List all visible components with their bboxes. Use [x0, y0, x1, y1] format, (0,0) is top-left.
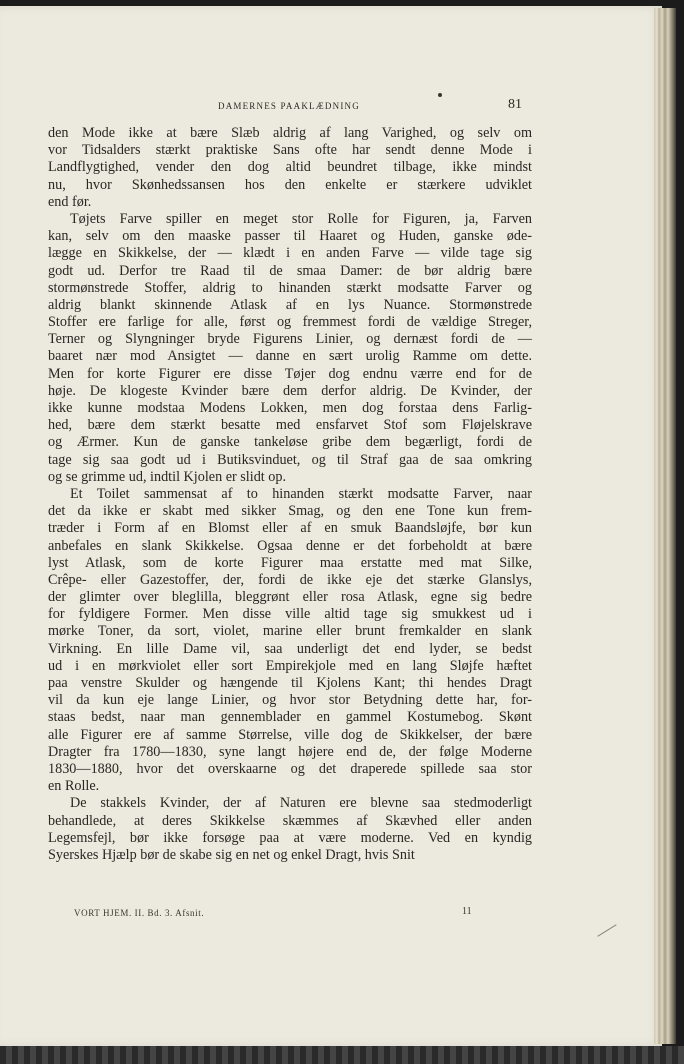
- text-line: Et Toilet sammensat af to hinanden stærkt modsatte Farver, naar: [70, 485, 532, 502]
- text-line: Stoffer ere farlige for alle, først og fremmest fordi de vældige Streger,: [48, 314, 532, 331]
- scan-bottom-strip: [0, 1046, 684, 1064]
- text-line: Men for korte Figurer ere disse Tøjer dog endnu værre end for de: [48, 365, 532, 382]
- page-number: 81: [508, 97, 522, 112]
- text-line: mørke Toner, da sort, violet, marine eller brunt fremkalder en slank: [48, 623, 532, 640]
- text-line: Tøjets Farve spiller en meget stor Rolle for Figuren, ja, Farven: [70, 210, 532, 227]
- paragraph: [48, 125, 532, 211]
- text-line: Legemsfejl, bør ikke forsøge paa at være moderne. Ved en kyndig: [48, 829, 532, 846]
- text-line: der glimter over bleglilla, bleggrønt eller rosa Atlask, egne sig bedre: [48, 589, 532, 606]
- running-title: DAMERNES PAAKLÆDNING: [218, 101, 360, 111]
- text-line: Dragter fra 1780—1830, syne langt højere end de, der følge Moderne: [48, 743, 532, 760]
- text-line: Virkning. En lille Dame vil, saa underligt det end lyder, se bedst: [48, 640, 532, 657]
- text-line: staas bedst, naar man gennemblader en gammel Kostumebog. Skønt: [48, 709, 532, 726]
- text-line: ud i en mørkviolet eller sort Empirekjole med en lang Sløjfe hæftet: [48, 657, 532, 674]
- paragraph: [48, 211, 532, 486]
- text-line: Syerskes Hjælp bør de skabe sig en net og enkel Dragt, hvis Snit: [48, 846, 415, 863]
- text-line: end før.: [48, 193, 92, 210]
- text-line: tage sig saa godt ud i Butiksvinduet, og til Straf gaa de saa omkring: [48, 451, 532, 468]
- signature-number: 11: [462, 906, 472, 917]
- text-line: lyst Atlask, som de korte Figurer maa erstatte med mat Silke,: [48, 554, 532, 571]
- text-line: den Mode ikke at bære Slæb aldrig af lang Varighed, og selv om: [48, 125, 532, 141]
- text-line: baaret nær mod Ansigtet — danne en sært urolig Ramme om dette.: [48, 348, 532, 365]
- body-text: [48, 125, 532, 864]
- text-line: Landflygtighed, vender den dog altid beundret tilbage, ikke mindst: [48, 159, 532, 176]
- text-line: alle Figurer ere af samme Størrelse, ville dog de Skikkelser, der bære: [48, 726, 532, 743]
- text-line: De stakkels Kvinder, der af Naturen ere blevne saa stedmoderligt: [70, 795, 532, 812]
- paragraph: [48, 486, 532, 795]
- text-line: lægge en Skikkelse, der — klædt i en anden Farve — vilde tage sig: [48, 245, 532, 262]
- text-line: behandlede, at deres Skikkelse skæmmes af Skævhed eller anden: [48, 812, 532, 829]
- text-line: og se grimme ud, indtil Kjolen er slidt op.: [48, 468, 287, 485]
- page-header: [0, 97, 662, 117]
- text-line: stormønstrede Stoffer, aldrig to hinanden stærkt modsatte Farver og: [48, 279, 532, 296]
- text-line: godt ud. Derfor tre Raad til de smaa Damer: de bør aldrig bære: [48, 262, 532, 279]
- text-line: høje. De klogeste Kvinder bære dem derfor aldrig. De Kvinder, der: [48, 382, 532, 399]
- text-line: en Rolle.: [48, 778, 100, 795]
- text-line: for fyldigere Former. Men disse ville altid tage sig smukkest ud i: [48, 606, 532, 623]
- text-line: træder i Form af en Blomst eller af en smuk Baandsløjfe, bør kun: [48, 520, 532, 537]
- text-line: og Ærmer. Kun de ganske tankeløse gribe dem begærligt, fordi de: [48, 434, 532, 451]
- text-line: vil da kun eje lange Linier, og hvor stor Betydning dette har, for-: [48, 692, 532, 709]
- printer-signature: VORT HJEM. II. Bd. 3. Afsnit.: [74, 908, 205, 918]
- page-edge-stack: [654, 8, 676, 1044]
- text-line: nu, hvor Skønhedssansen hos den enkelte er stærkere udviklet: [48, 176, 532, 193]
- paragraph: [48, 795, 532, 864]
- text-line: 1830—1880, hvor det overskaarne og det draperede spillede saa stor: [48, 760, 532, 777]
- text-line: vor Tidsalders stærkt praktiske Sans ofte har sendt denne Mode i: [48, 142, 532, 159]
- text-line: hed, bære dem stærkt besatte med ensfarvet Stof som Fløjelskrave: [48, 417, 532, 434]
- page-footer: [0, 906, 662, 924]
- text-line: kan, selv om den maaske passer til Haaret og Huden, ganske øde-: [48, 228, 532, 245]
- text-line: aldrig blankt skinnende Atlask af en lys Nuance. Stormønstrede: [48, 296, 532, 313]
- text-line: anbefales en slank Skikkelse. Ogsaa denne er det forbeholdt at bære: [48, 537, 532, 554]
- text-line: det da ikke er skabt med sikker Smag, og den ene Tone kun frem-: [48, 503, 532, 520]
- text-line: paa venstre Skulder og hængende til Kjolens Kant; thi hendes Dragt: [48, 675, 532, 691]
- text-line: ikke kunne modstaa Modens Lokken, men dog forstaa dens Farlig-: [48, 400, 532, 416]
- text-line: Terner og Slyngninger bryde Figurens Linier, og dernæst fordi de —: [48, 331, 532, 348]
- text-line: Crêpe- eller Gazestoffer, der, fordi de ikke eje det stærke Glanslys,: [48, 571, 532, 588]
